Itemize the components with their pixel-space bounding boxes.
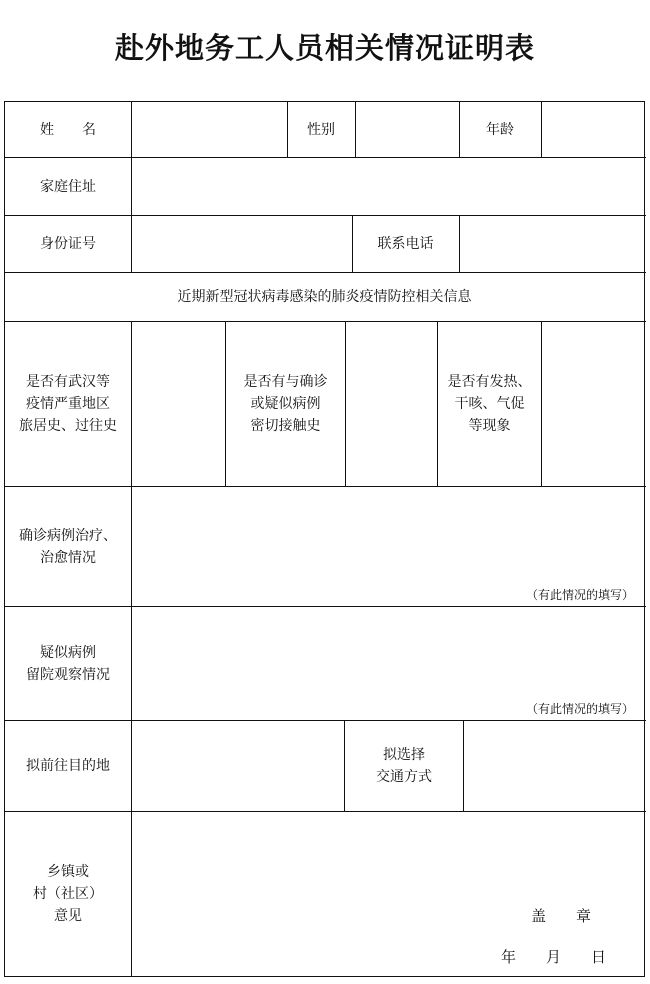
wuhan-travel-field[interactable] — [132, 322, 225, 486]
gender-label: 性别 — [307, 121, 335, 138]
destination-label: 拟前往目的地 — [26, 758, 110, 774]
treatment-note: （有此情况的填写） — [526, 588, 635, 602]
address-label: 家庭住址 — [40, 178, 96, 195]
section-header: 近期新型冠状病毒感染的肺炎疫情防控相关信息 — [177, 289, 472, 305]
phone-field[interactable] — [460, 216, 644, 272]
date-label: 年 月 日 — [501, 948, 607, 966]
document-title: 赴外地务工人员相关情况证明表 — [114, 31, 535, 65]
age-label: 年龄 — [486, 121, 514, 138]
name-label: 姓 名 — [40, 121, 96, 138]
address-field[interactable] — [132, 158, 644, 215]
destination-field[interactable] — [132, 721, 344, 811]
close-contact-field[interactable] — [346, 322, 437, 486]
transport-label: 拟选择 交通方式 — [376, 747, 432, 785]
observation-label: 疑似病例 留院观察情况 — [26, 644, 110, 683]
age-field[interactable] — [542, 102, 644, 157]
symptoms-label: 是否有发热、 干咳、气促 等现象 — [447, 374, 532, 434]
treatment-label: 确诊病例治疗、 治愈情况 — [19, 527, 117, 566]
close-contact-label: 是否有与确诊 或疑似病例 密切接触史 — [243, 374, 328, 434]
observation-note: （有此情况的填写） — [526, 702, 635, 716]
id-label: 身份证号 — [40, 236, 96, 252]
symptoms-field[interactable] — [542, 322, 644, 486]
gender-field[interactable] — [356, 102, 459, 157]
opinion-label: 乡镇或 村（社区） 意见 — [33, 864, 103, 924]
id-field[interactable] — [132, 216, 352, 272]
transport-field[interactable] — [464, 721, 644, 811]
name-field[interactable] — [132, 102, 287, 157]
seal-label: 盖 章 — [531, 907, 592, 925]
wuhan-travel-label: 是否有武汉等 疫情严重地区 旅居史、过往史 — [19, 374, 117, 434]
phone-label: 联系电话 — [377, 236, 434, 252]
certificate-form — [4, 101, 645, 977]
